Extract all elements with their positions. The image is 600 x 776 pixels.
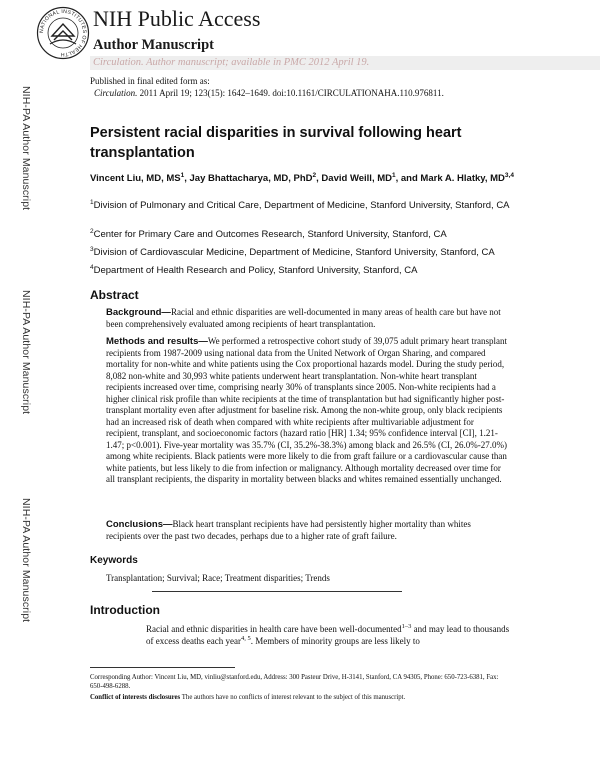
nih-logo xyxy=(36,6,90,60)
journal-name: Circulation. xyxy=(94,88,138,98)
published-line: Published in final edited form as: xyxy=(90,76,210,86)
author-3-sup: 1 xyxy=(392,171,396,179)
author-1-sup: 1 xyxy=(180,171,185,179)
author-1: Vincent Liu, MD, MS xyxy=(90,173,181,184)
corresponding-author: Corresponding Author: Vincent Liu, MD, vinliu@stanford.edu, Address: 300 Pasteur Drive, H-3141, Stanford, CA 94305, Phone: 650-723-6381, Fax: 650-498-6288. xyxy=(90,674,499,690)
affiliation-1: $^1$Division of Pulmonary and Critical Care, Department of Medicine, Stanford University, Stanford, CA xyxy=(90,198,510,211)
author-4: , and Mark A. Hlatky, MD xyxy=(395,173,505,184)
logo-lettering: NATIONAL INSTITUTES OF HEALTH xyxy=(38,8,88,58)
conclusions-label: Conclusions— xyxy=(106,519,173,530)
introduction-text: Racial and ethnic disparities in health care have been well-documented$^{1-3}$ and may lead to thousands of excess deaths each year$^{4, 5}$. Members of minority groups are less likely to xyxy=(146,623,510,646)
conclusions-text: Black heart transplant recipients have had persistently higher mortality than whites recipients over the past two decades, perhaps due to a higher rate of graft failure. xyxy=(106,519,471,541)
affiliation-3: $^3$Division of Cardiovascular Medicine, Department of Medicine, Stanford University, Stanford, CA xyxy=(90,245,495,258)
methods-label: Methods and results— xyxy=(106,336,208,347)
methods-text: We performed a retrospective cohort study of 39,075 adult primary heart transplant recipients from 1987-2009 using national data from the United Network of Organ Sharing, and compared mortality for non-white and white patients using the Cox proportional hazards model. During the study period, 8,082 non-white and 30,993 white patients underwent heart transplantation. Non-white heart transplant recipients increased over time, comprising nearly 30% of transplants since 2005. Non-white recipients had a higher clinical risk profile than white recipients at the time of transplantation but had significantly higher post-transplant mortality even after adjustment for baseline risk. Among the non-white group, only black recipients had an increased risk of death when compared with white recipients after multivariable adjustment for recipient, transplant, and socioeconomic factors (hazard ratio [HR] 1.34; 95% confidence interval [CI], 1.21-1.47; p<0.001). Five-year mortality was 35.7% (CI, 35.2%-38.3%) among black and 26.5% (CI, 26.0%-27.0%) among white recipients. Black patients were more likely to die from graft failure or a cardiovascular cause than white patients, but less likely to die from infection or malignancy. Although mortality decreased over time for all transplant recipients, the disparity in mortality between blacks and whites remained essentially unchanged. xyxy=(106,336,508,484)
keywords-list: Transplantation; Survival; Race; Treatment disparities; Trends xyxy=(106,573,330,583)
affiliation-4: $^4$Department of Health Research and Policy, Stanford University, Stanford, CA xyxy=(90,263,418,276)
abstract-background xyxy=(106,307,508,330)
abstract-conclusions xyxy=(106,519,508,542)
keywords-heading: Keywords xyxy=(90,555,138,566)
author-3: , David Weill, MD xyxy=(316,173,392,184)
svg-text:NATIONAL INSTITUTES OF HEALTH xyxy=(39,9,87,57)
affiliation-2: $^2$Center for Primary Care and Outcomes Research, Stanford University, Stanford, CA xyxy=(90,227,447,240)
background-text: Racial and ethnic disparities are well-documented in many areas of health care but have not been comprehensively evaluated among recipients of heart transplantation. xyxy=(106,307,501,329)
author-list xyxy=(90,172,520,185)
conflict-label: Conflict of interests disclosures xyxy=(90,694,181,701)
author-4-sup: 3,4 xyxy=(504,171,514,179)
header-subtitle: Author Manuscript xyxy=(93,37,214,53)
article-title: Persistent racial disparities in survival following heart transplantation xyxy=(90,125,462,161)
publication-info xyxy=(90,75,444,99)
availability-text: Circulation. Author manuscript; available in PMC 2012 April 19. xyxy=(93,57,370,68)
header-title: NIH Public Access xyxy=(93,6,261,31)
background-label: Background— xyxy=(106,307,171,318)
conflict-text: The authors have no conflicts of interest relevant to the subject of this manuscript. xyxy=(180,694,406,701)
introduction-heading: Introduction xyxy=(90,603,160,617)
sidebar-label-3: NIH-PA Author Manuscript xyxy=(20,498,32,623)
citation: 2011 April 19; 123(15): 1642–1649. doi:10.1161/CIRCULATIONAHA.110.976811. xyxy=(137,88,444,98)
conflict-disclosure xyxy=(90,693,510,702)
abstract-heading: Abstract xyxy=(90,288,139,302)
sidebar-label-2: NIH-PA Author Manuscript xyxy=(20,290,32,415)
abstract-methods xyxy=(106,336,508,486)
sidebar-label-1: NIH-PA Author Manuscript xyxy=(20,86,32,211)
footnote-rule xyxy=(90,667,235,668)
author-2-sup: 2 xyxy=(312,171,317,179)
divider xyxy=(152,591,402,592)
author-2: , Jay Bhattacharya, MD, PhD xyxy=(184,173,313,184)
